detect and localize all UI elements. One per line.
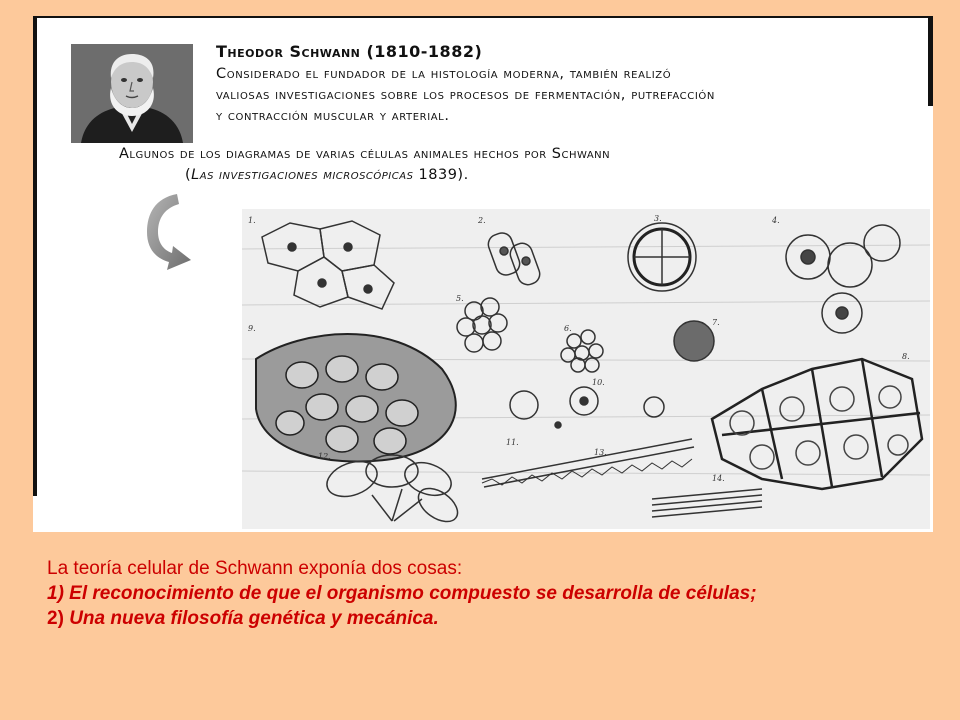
body-line-2: 1) El reconocimiento de que el organismo compuesto se desarrolla de células; (47, 583, 757, 604)
caption-book-title: Las investigaciones microscópicas (191, 167, 414, 183)
body-line-1: La teoría celular de Schwann exponía dos cosas: (47, 558, 463, 579)
body-line-3 (47, 606, 925, 631)
bio-line-2: valiosas investigaciones sobre los procesos de fermentación, putrefacción (216, 87, 715, 103)
fig-label-1: 1. (248, 216, 256, 225)
fig-label-14: 14. (712, 474, 725, 483)
caption-year: 1839). (413, 167, 469, 183)
caption-line-2 (185, 167, 469, 183)
fig-label-3: 3. (654, 214, 662, 223)
fig-label-2: 2. (478, 216, 486, 225)
scan-border-top (33, 16, 933, 18)
fig-label-10: 10. (592, 378, 605, 387)
scan-border-left (33, 16, 37, 496)
cell-cluster-fig7 (674, 321, 714, 361)
fig-label-8: 8. (902, 352, 910, 361)
scanned-page (33, 16, 933, 532)
fig-label-11: 11. (506, 438, 519, 447)
bio-line-1: Considerado el fundador de la histología moderna, también realizó (216, 66, 672, 82)
fig-label-4: 4. (772, 216, 780, 225)
fig-label-13: 13. (594, 448, 607, 457)
body-line-3-number: 2) (47, 608, 70, 629)
portrait-photo (71, 44, 193, 143)
cell-diagram-plate (242, 209, 930, 529)
fig-label-12: 12. (318, 452, 331, 461)
fig-label-6: 6. (564, 324, 572, 333)
fig-label-7: 7. (712, 318, 720, 327)
body-text (47, 556, 925, 631)
body-line-3-text: Una nueva filosofía genética y mecánica. (69, 608, 439, 629)
fig-label-5: 5. (456, 294, 464, 303)
header-title: Theodor Schwann (1810-1882) (216, 42, 483, 61)
caption-line-1: Algunos de los diagramas de varias células animales hechos por Schwann (119, 146, 611, 162)
scan-border-right (928, 16, 933, 106)
caption-open: ( (185, 167, 192, 183)
fig-label-9: 9. (248, 324, 256, 333)
bio-line-3: y contracción muscular y arterial. (216, 108, 450, 124)
portrait-drawing (71, 44, 193, 143)
curved-arrow-icon (143, 190, 203, 280)
